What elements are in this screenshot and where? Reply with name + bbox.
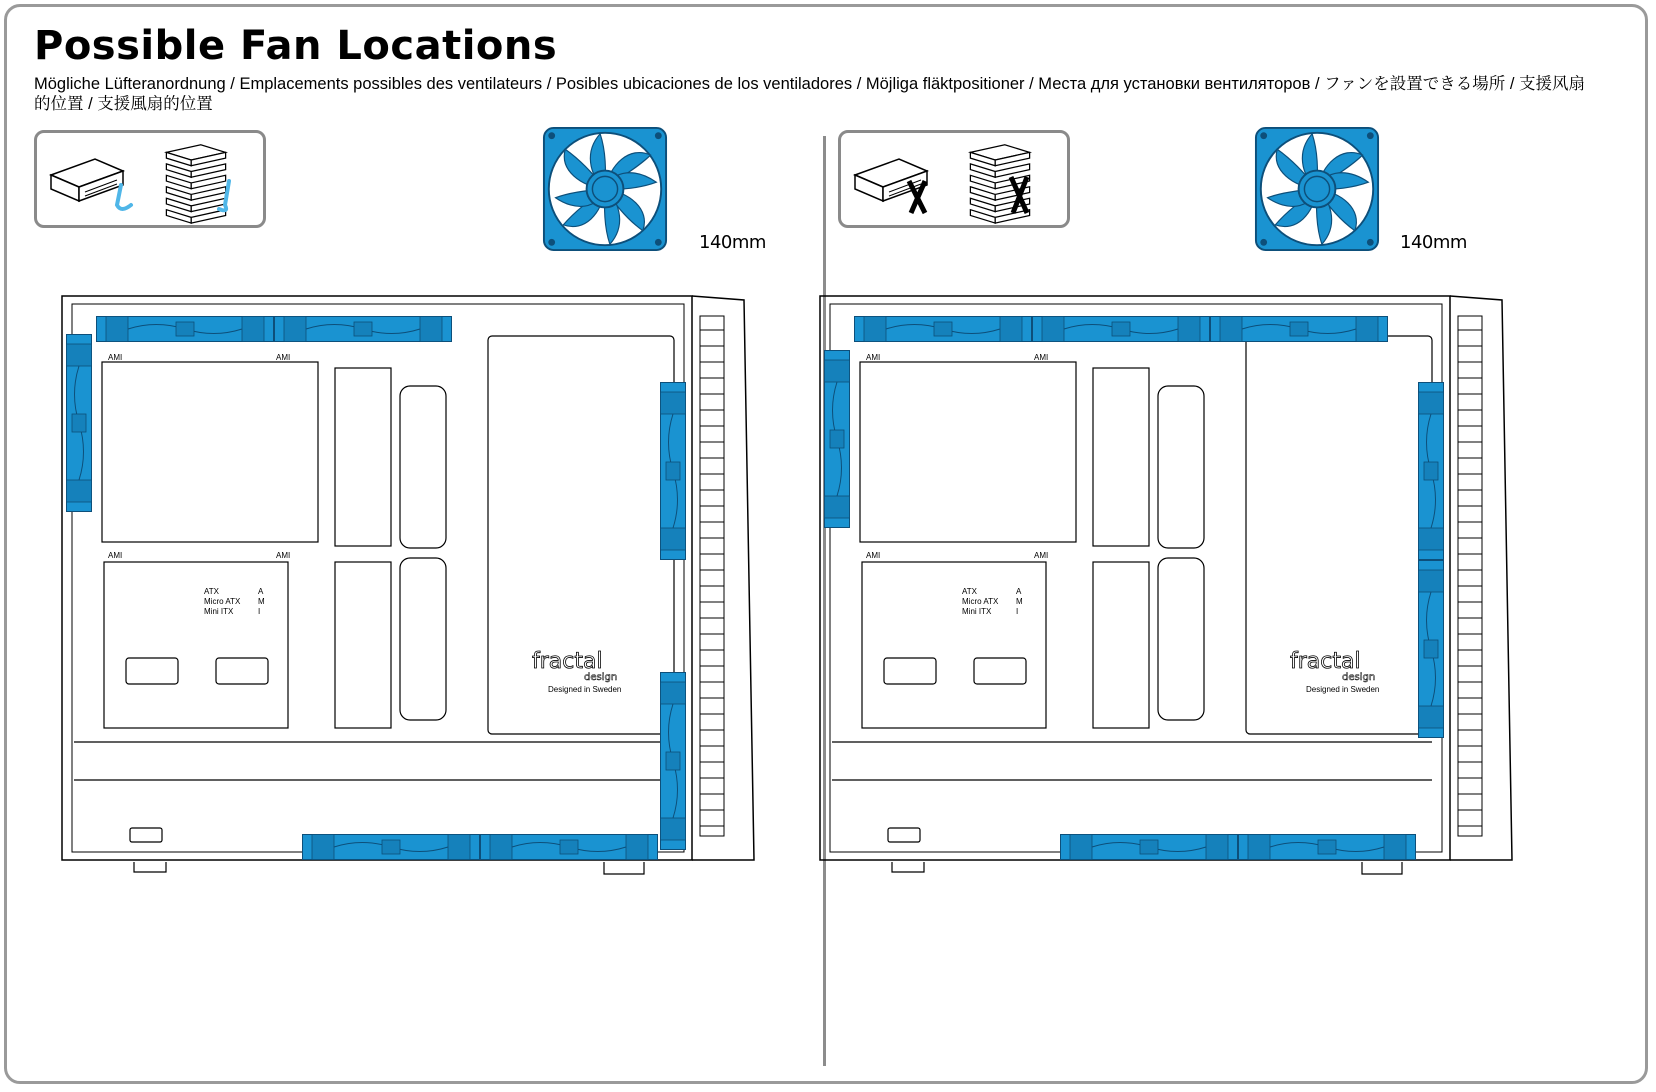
case-m-label: M — [258, 597, 265, 606]
case-microatx-label: Micro ATX — [962, 597, 999, 606]
case-ami-label: AMI — [276, 551, 291, 560]
case-i-label: I — [258, 607, 261, 616]
drive-config-box — [838, 130, 1070, 228]
panel-without-drive-cages — [838, 130, 1638, 1060]
hdd-cage-icon — [970, 145, 1029, 223]
brand-tagline: Designed in Sweden — [548, 685, 622, 694]
fan-bottom-2 — [1239, 835, 1416, 860]
fan-front-2 — [661, 673, 686, 850]
fan-bottom-1 — [303, 835, 480, 860]
optical-drive-icon — [51, 159, 123, 201]
hdd-cage-icon — [166, 145, 225, 223]
case-i-label: I — [1016, 607, 1019, 616]
fan-bottom-2 — [481, 835, 658, 860]
case-miniitx-label: Mini ITX — [204, 607, 234, 616]
fan-top-3 — [1211, 317, 1388, 342]
drive-config-box — [34, 130, 266, 228]
brand-logo-subtext: design — [584, 672, 618, 683]
fan-size-label: 140mm — [699, 232, 766, 253]
fan-140mm-icon — [1254, 126, 1380, 252]
fan-top-1 — [97, 317, 274, 342]
case-microatx-label: Micro ATX — [204, 597, 241, 606]
fan-rear — [825, 351, 850, 528]
fan-front-1 — [1419, 383, 1444, 560]
fan-140mm-icon — [542, 126, 668, 252]
case-a-label: A — [1016, 587, 1022, 596]
fan-size-label: 140mm — [1400, 232, 1467, 253]
case-side-view — [812, 290, 1572, 890]
page-title: Possible Fan Locations — [34, 23, 558, 69]
fan-front-1 — [661, 383, 686, 560]
page-subtitle: Mögliche Lüfteranordnung / Emplacements possibles des ventilateurs / Posibles ubicaciones de los ventiladores / Möjliga fläktpositioner / Места для установки вентиляторов / ファンを設置できる場所 / 支援风扇的位置 / 支援風扇的位置 — [34, 75, 1586, 113]
checkmark-icon — [117, 185, 131, 209]
case-atx-label: ATX — [962, 587, 977, 596]
fan-rear — [67, 335, 92, 512]
fan-bottom-1 — [1061, 835, 1238, 860]
fan-front-2 — [1419, 561, 1444, 738]
fan-top-2 — [1033, 317, 1210, 342]
case-atx-label: ATX — [204, 587, 219, 596]
case-miniitx-label: Mini ITX — [962, 607, 992, 616]
fan-top-2 — [275, 317, 452, 342]
case-side-view — [54, 290, 814, 890]
case-ami-label: AMI — [108, 551, 123, 560]
brand-tagline: Designed in Sweden — [1306, 685, 1380, 694]
brand-logo-text: fractal — [532, 649, 603, 674]
checkmark-icon — [219, 181, 229, 210]
fan-top-1 — [855, 317, 1032, 342]
case-ami-label: AMI — [1034, 353, 1049, 362]
case-ami-label: AMI — [276, 353, 291, 362]
case-ami-label: AMI — [1034, 551, 1049, 560]
case-ami-label: AMI — [866, 353, 881, 362]
brand-logo-subtext: design — [1342, 672, 1376, 683]
case-ami-label: AMI — [866, 551, 881, 560]
case-a-label: A — [258, 587, 264, 596]
case-ami-label: AMI — [108, 353, 123, 362]
case-m-label: M — [1016, 597, 1023, 606]
panel-with-drive-cages — [34, 130, 834, 1060]
brand-logo-text: fractal — [1290, 649, 1361, 674]
